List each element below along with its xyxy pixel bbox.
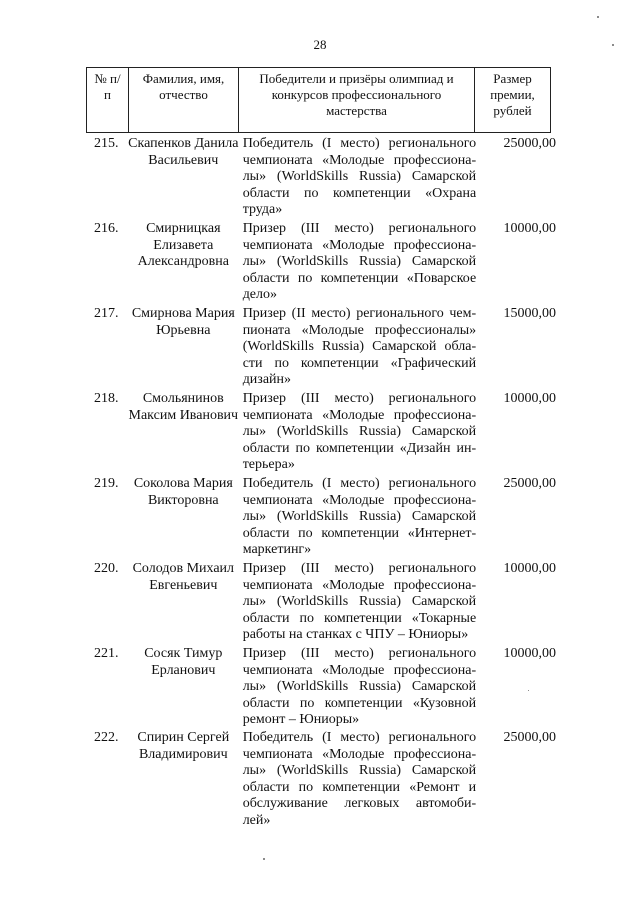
entry-amount: 10000,00: [503, 391, 556, 406]
entry-name: Смольянинов Максим Иванович: [128, 391, 239, 423]
entry-description: Победитель (I место) регионального чемпионата «Молодые профессиона-лы» (WorldSkills Russia) Самарской области по компетенции «Интернет-маркетинг»: [242, 476, 477, 557]
table-row: [86, 306, 556, 391]
entry-description: Призер (III место) регионального чемпионата «Молодые профессиона-лы» (WorldSkills Russia) Самарской области по компетенции «Дизайн ин-терьера»: [242, 391, 477, 472]
entry-amount: 25000,00: [503, 136, 556, 151]
entry-amount: 15000,00: [503, 306, 556, 321]
table-row: [86, 391, 556, 476]
scan-speck: [612, 44, 614, 46]
header-name: Фамилия, имя, отчество: [129, 68, 239, 133]
entry-num: 222.: [94, 730, 119, 745]
scan-speck: [528, 690, 529, 691]
entry-description: Призер (II место) регионального чем-пионата «Молодые профессионалы» (WorldSkills Russia) Самарской обла-сти по компетенции «Графический дизайн»: [242, 306, 477, 387]
header-num: № п/п: [87, 68, 129, 133]
table-row: [86, 646, 556, 730]
entry-num: 216.: [94, 221, 119, 236]
entry-num: 219.: [94, 476, 119, 491]
entry-amount: 10000,00: [503, 646, 556, 661]
table-row: [86, 730, 556, 830]
entry-num: 221.: [94, 646, 119, 661]
entry-description: Победитель (I место) регионального чемпионата «Молодые профессиона-лы» (WorldSkills Russia) Самарской области по компетенции «Ремонт и обслуживание легковых автомоби-лей»: [242, 730, 477, 828]
entry-num: 215.: [94, 136, 119, 151]
table-row: [86, 561, 556, 646]
entry-num: 218.: [94, 391, 119, 406]
table-row: [86, 476, 556, 561]
entry-name: Смирницкая Елизавета Александровна: [137, 221, 229, 269]
header-description: Победители и призёры олимпиад и конкурсов профессионального мастерства: [239, 68, 475, 133]
entry-amount: 10000,00: [503, 221, 556, 236]
entry-amount: 25000,00: [503, 730, 556, 745]
table-row: [86, 221, 556, 306]
table-row: [86, 136, 556, 221]
page-number: 28: [313, 37, 327, 52]
entry-description: Призер (III место) регионального чемпионата «Молодые профессиона-лы» (WorldSkills Russia) Самарской области по компетенции «Токарные работы на станках с ЧПУ – Юниоры»: [242, 561, 477, 642]
header-amount: Размер премии, рублей: [475, 68, 551, 133]
entry-name: Скапенков Данила Васильевич: [128, 136, 239, 168]
entry-description: Призер (III место) регионального чемпионата «Молодые профессиона-лы» (WorldSkills Russia) Самарской области по компетенции «Кузовной ремонт – Юниоры»: [242, 646, 477, 727]
entry-name: Спирин Сергей Владимирович: [137, 730, 230, 762]
entry-description: Победитель (I место) регионального чемпионата «Молодые профессиона-лы» (WorldSkills Russia) Самарской области по компетенции «Охрана труда»: [242, 136, 477, 217]
entry-name: Соколова Мария Викторовна: [133, 476, 233, 508]
entry-description: Призер (III место) регионального чемпионата «Молодые профессиона-лы» (WorldSkills Russia) Самарской области по компетенции «Поварское дело»: [242, 221, 477, 302]
entry-amount: 25000,00: [503, 476, 556, 491]
entry-name: Сосяк Тимур Ерланович: [144, 646, 223, 678]
table-header: [86, 67, 551, 133]
entry-amount: 10000,00: [503, 561, 556, 576]
entries-list: [86, 136, 556, 830]
scan-speck: [597, 16, 599, 18]
entry-num: 217.: [94, 306, 119, 321]
entry-name: Солодов Михаил Евгеньевич: [132, 561, 235, 593]
entry-name: Смирнова Мария Юрьевна: [131, 306, 235, 338]
scan-speck: [263, 858, 265, 860]
entry-num: 220.: [94, 561, 119, 576]
